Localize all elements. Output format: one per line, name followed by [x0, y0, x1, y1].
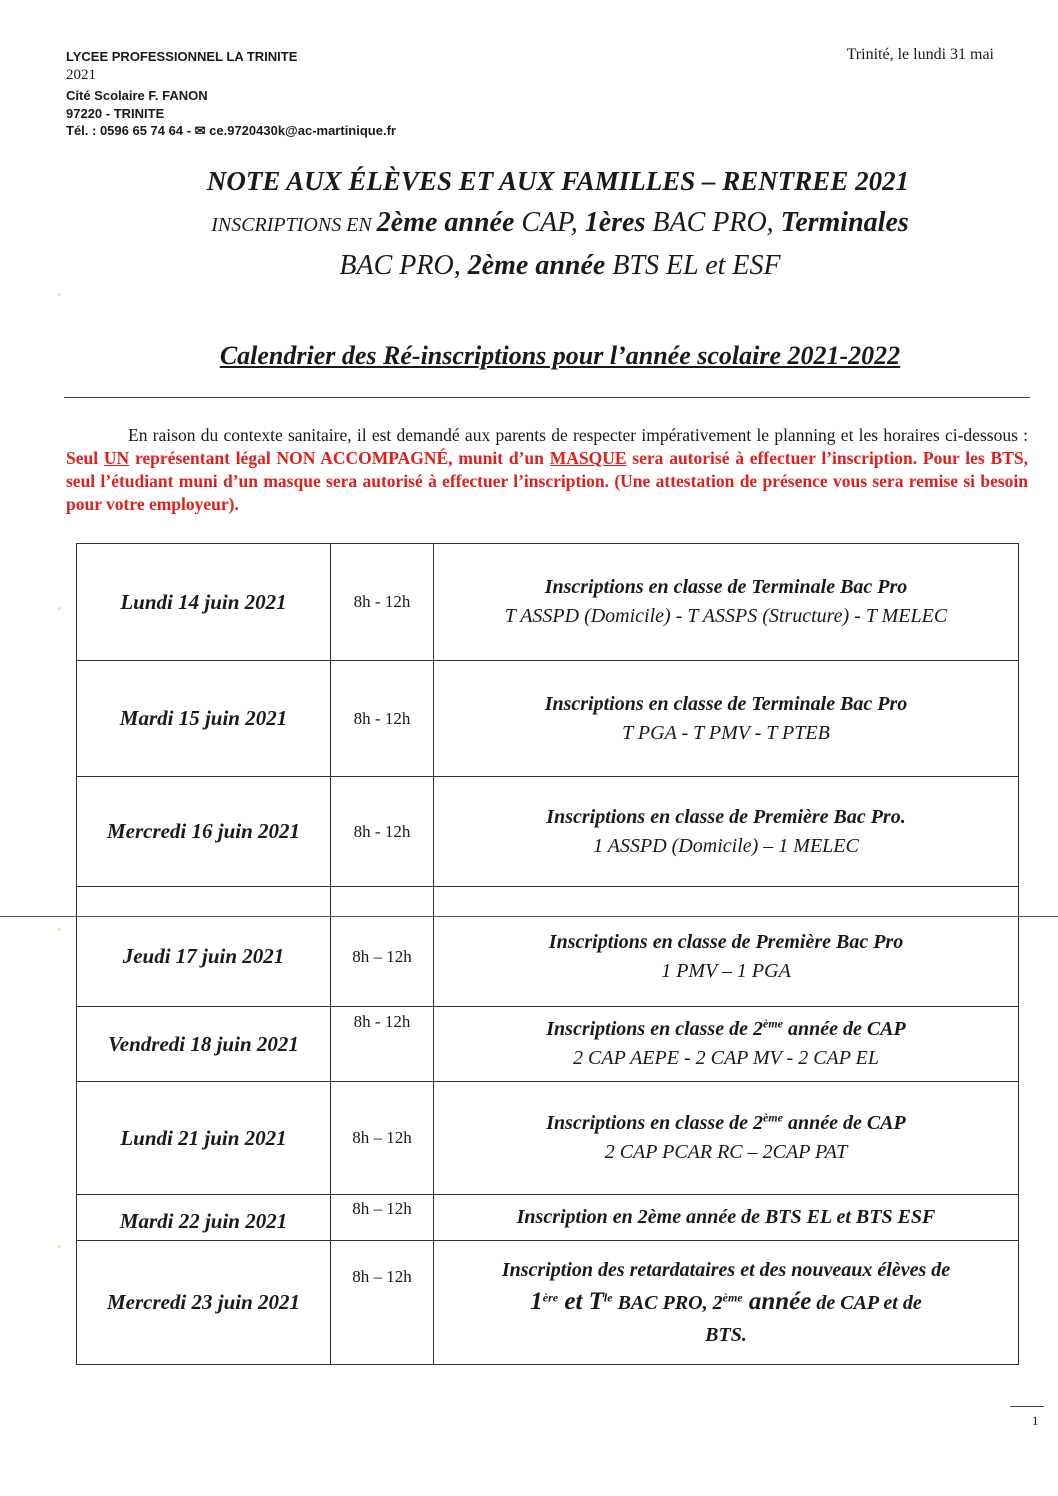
schedule-hours: 8h – 12h [331, 887, 434, 1007]
schedule-hours: 8h – 12h [331, 1195, 434, 1241]
schedule-title: Inscriptions en classe de Première Bac Pro [548, 930, 904, 953]
schedule-day: Mercredi 16 juin 2021 [77, 777, 331, 887]
schedule-title [434, 1109, 1018, 1138]
schedule-day: Mardi 15 juin 2021 [77, 661, 331, 777]
title-bacpro2: BAC PRO, [339, 250, 468, 281]
page-number-rule [1010, 1406, 1044, 1407]
title-cap: CAP, [514, 207, 585, 238]
schedule-title-a: Inscriptions en classe de 2 [546, 1018, 763, 1040]
schedule-description [434, 661, 1019, 777]
schedule-detail: T PGA - T PMV - T PTEB [622, 721, 830, 744]
schedule-title: Inscriptions en classe de Première Bac Pro. [546, 805, 906, 828]
table-row [77, 661, 1019, 777]
warning-un: UN [103, 448, 130, 468]
schedule-day: Mardi 22 juin 2021 [77, 1195, 331, 1241]
schedule-title-b: année de CAP [782, 1018, 906, 1040]
schedule-day: Lundi 14 juin 2021 [77, 544, 331, 661]
schedule-title [434, 1015, 1018, 1044]
schedule-description [434, 777, 1019, 887]
schedule-description [434, 1082, 1019, 1195]
schedule-hours: 8h - 12h [331, 661, 434, 777]
schedule-hours: 8h – 12h [331, 1241, 434, 1365]
title-2eme: 2ème année [376, 207, 515, 238]
page-number: 1 [1032, 1413, 1039, 1428]
school-name: LYCEE PROFESSIONNEL LA TRINITE [66, 49, 298, 64]
divider [64, 397, 1030, 398]
school-address-line1: Cité Scolaire F. FANON [66, 88, 208, 103]
schedule-title: Inscriptions en classe de Terminale Bac Pro [544, 692, 908, 715]
l2sup1: ère [542, 1290, 559, 1305]
l2e: de CAP et de [811, 1292, 922, 1314]
schedule-detail: 2 CAP AEPE - 2 CAP MV - 2 CAP EL [573, 1047, 879, 1069]
schedule-line1: Inscription des retardataires et des nouveaux élèves de [501, 1259, 951, 1281]
document-title-line3 [60, 250, 1058, 282]
schedule-detail: 2 CAP PCAR RC – 2CAP PAT [604, 1141, 848, 1163]
title-1eres: 1ères [584, 207, 646, 238]
l2c: BAC PRO, 2 [612, 1292, 723, 1314]
scan-speck [58, 1245, 61, 1248]
schedule-description [434, 544, 1019, 661]
table-row [77, 544, 1019, 661]
schedule-title: Inscriptions en classe de Terminale Bac Pro [544, 576, 908, 598]
l2b: et T [558, 1288, 604, 1315]
schedule-title: Inscription en 2ème année de BTS EL et BTS ESF [434, 1195, 1019, 1241]
document-title-line2 [60, 207, 1058, 239]
document-date: Trinité, le lundi 31 mai [846, 46, 994, 63]
l2a: 1 [530, 1288, 543, 1315]
schedule-day: Vendredi 18 juin 2021 [77, 1007, 331, 1082]
schedule-day: Mercredi 23 juin 2021 [77, 1241, 331, 1365]
table-row [77, 1195, 1019, 1241]
calendar-subtitle: Calendrier des Ré-inscriptions pour l’année scolaire 2021-2022 [219, 341, 901, 370]
scan-speck [58, 607, 61, 610]
table-row [77, 1007, 1019, 1082]
schedule-description [434, 1007, 1019, 1082]
warning-masque: MASQUE [549, 448, 627, 468]
schedule-day: Lundi 21 juin 2021 [77, 1082, 331, 1195]
schedule-description [434, 1241, 1019, 1365]
table-row [77, 887, 1019, 1007]
schedule-detail: T ASSPD (Domicile) - T ASSPS (Structure) - T MELEC [504, 605, 948, 627]
header-year: 2021 [66, 67, 96, 83]
document-title: NOTE AUX ÉLÈVES ET AUX FAMILLES – RENTREE 2021 [206, 166, 910, 196]
school-contact: Tél. : 0596 65 74 64 - ✉ ce.9720430k@ac-martinique.fr [66, 123, 396, 138]
l2d: année [742, 1288, 812, 1315]
schedule-detail: 1 PMV – 1 PGA [661, 959, 791, 982]
schedule-title-sup: ème [762, 1110, 783, 1125]
schedule-description [434, 887, 1019, 1007]
schedule-hours: 8h - 12h [331, 544, 434, 661]
schedule-hours: 8h - 12h [331, 1007, 434, 1082]
warning-representant: représentant légal NON ACCOMPAGNÉ, munit d’un [129, 448, 550, 468]
title-bts: BTS EL et ESF [605, 250, 781, 281]
intro-paragraph [66, 424, 1028, 516]
l2sup3: ème [722, 1290, 743, 1305]
schedule-title-b: année de CAP [782, 1112, 906, 1134]
schedule-line2 [434, 1286, 1018, 1319]
warning-seul: Seul [66, 448, 104, 468]
schedule-table [76, 543, 1019, 1365]
schedule-hours: 8h – 12h [331, 1082, 434, 1195]
table-row [77, 777, 1019, 887]
l2sup2: le [603, 1290, 613, 1305]
warning-rest: sera autorisé à effectuer l’inscription. Pour les BTS, seul l’étudiant muni d’un masque sera autorisé à effectuer l’inscription. (Une attestation de présence vous sera remise si besoin pour votre employeur). [66, 448, 1028, 514]
school-address-line2: 97220 - TRINITE [66, 106, 165, 121]
schedule-detail: 1 ASSPD (Domicile) – 1 MELEC [593, 834, 859, 857]
scan-speck [58, 928, 61, 931]
schedule-title-a: Inscriptions en classe de 2 [546, 1112, 763, 1134]
schedule-title-sup: ème [762, 1016, 783, 1031]
title-terminales: Terminales [780, 207, 909, 238]
table-row [77, 1241, 1019, 1365]
title-bacpro: BAC PRO, [645, 207, 781, 238]
title-prefix: INSCRIPTIONS EN [211, 214, 377, 236]
schedule-hours: 8h - 12h [331, 777, 434, 887]
title-2eme-annee: 2ème année [467, 250, 606, 281]
scan-speck [58, 293, 61, 296]
schedule-line3: BTS. [705, 1324, 747, 1346]
intro-text: En raison du contexte sanitaire, il est demandé aux parents de respecter impérativement le planning et les horaires ci-dessous : [128, 425, 1028, 445]
schedule-day: Jeudi 17 juin 2021 [77, 887, 331, 1007]
table-row [77, 1082, 1019, 1195]
scan-line [0, 916, 1058, 917]
